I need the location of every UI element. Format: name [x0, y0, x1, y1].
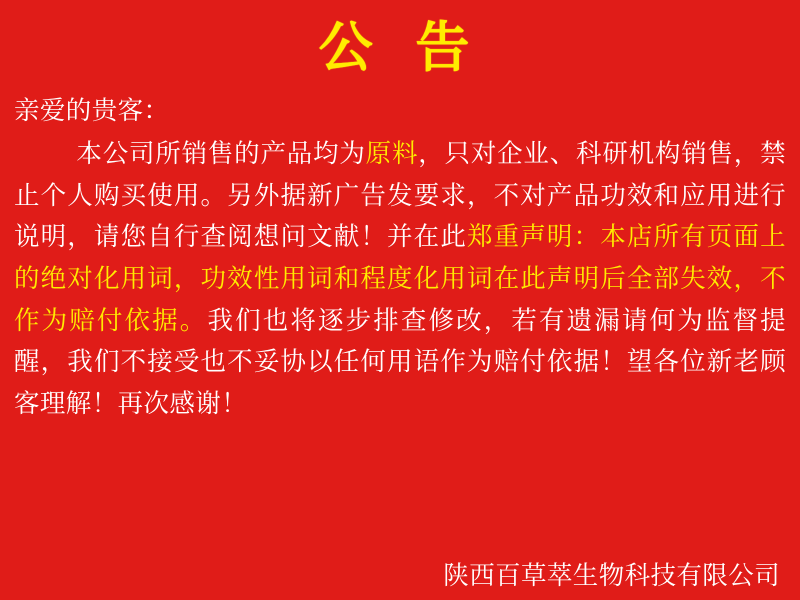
company-signature: 陕西百草萃生物科技有限公司	[443, 561, 780, 591]
page-title: 公 告	[318, 16, 482, 79]
notice-text-segment-5: 我们也将逐步排查修改，若有遗漏请何为监督提醒，我们不接受也不妥协以任何用语作为赔付依据！望各位新老顾客理解！再次感谢！	[14, 305, 786, 419]
notice-highlight-declaration: 郑重声明：本店所有页面上的绝对化用词，功效性用词和程度化用词在此声明后全部失效，不作为赔付依据。	[14, 222, 786, 336]
notice-text-segment-1: 本公司所销售的产品均为	[76, 139, 366, 170]
notice-highlight-raw-material: 原料	[365, 139, 419, 170]
notice-body	[0, 81, 800, 426]
notice-paragraph	[14, 134, 786, 425]
salutation-text: 亲爱的贵客：	[14, 95, 170, 126]
notice-text-segment-3: ，只对企业、科研机构销售，禁止个人购买使用。另外据新广告发要求，不对产品功效和应用进行说明，请您自行查阅想问文献！并在此	[14, 139, 786, 253]
